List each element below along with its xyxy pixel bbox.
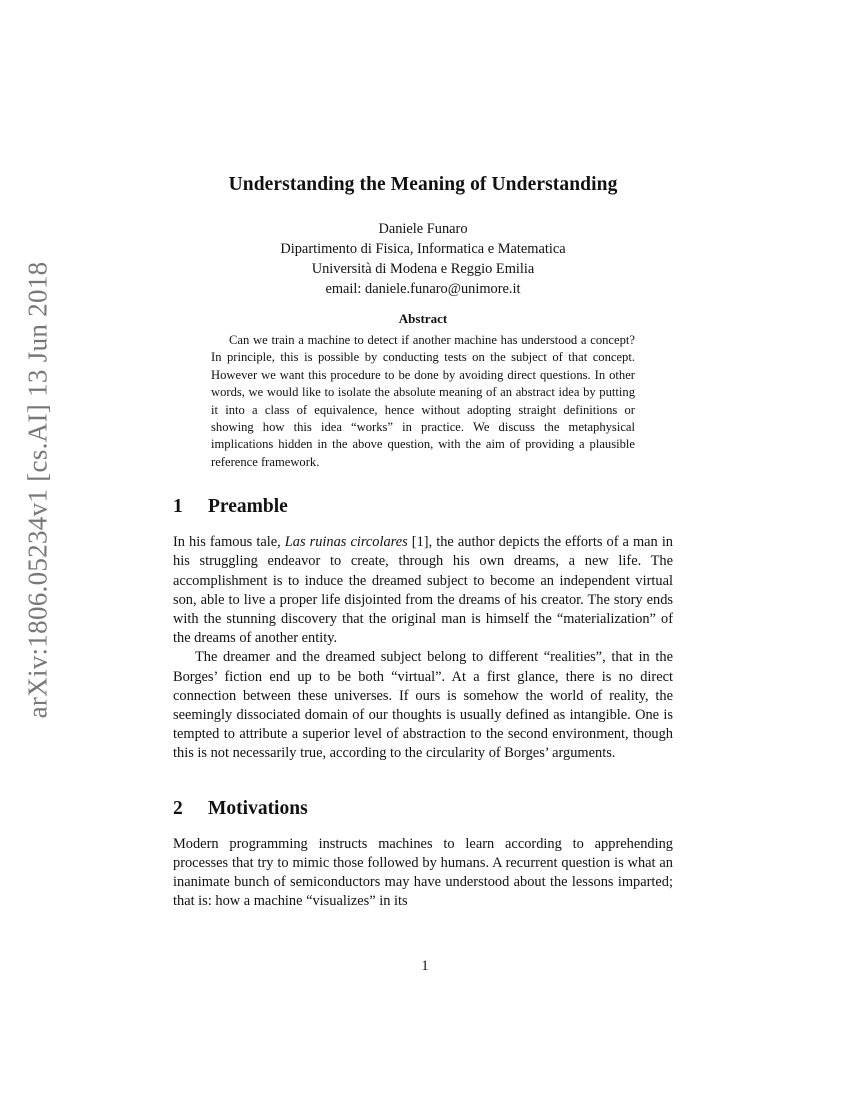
author-email: email: daniele.funaro@unimore.it <box>325 281 521 297</box>
affiliation-university: Università di Modena e Reggio Emilia <box>311 261 535 277</box>
affiliation-department: Dipartimento di Fisica, Informatica e Matematica <box>280 241 566 257</box>
page-number: 1 <box>421 958 429 974</box>
section-title: Preamble <box>208 496 288 518</box>
abstract-heading: Abstract <box>398 311 448 326</box>
arxiv-identifier-stamp: arXiv:1806.05234v1 [cs.AI] 13 Jun 2018 <box>22 261 53 719</box>
section-heading-preamble <box>173 496 673 518</box>
preamble-paragraph-1-rest: [1], the author depicts the efforts of a man in his struggling endeavor to create, through his own dreams, a new life. The accomplishment is to induce the dreamed subject to become an independent virtual son, able to live a proper life disjointed from the dreams of his creator. The story ends with the stunning discovery that the original man is himself the “materialization” of the dreams of another entity. <box>173 534 674 647</box>
preamble-paragraph-1 <box>173 533 673 648</box>
section-title: Motivations <box>208 797 308 819</box>
author-name: Daniele Funaro <box>378 221 468 237</box>
abstract-text: Can we train a machine to detect if another machine has understood a concept? In principle, this is possible by conducting tests on the subject of that concept. However we want this procedure to be done by avoiding direct questions. In other words, we would like to isolate the absolute meaning of an abstract idea by putting it into a class of equivalence, hence without adopting straight definitions or showing how this idea “works” in practice. We discuss the metaphysical implications hidden in the above question, with the aim of providing a plausible reference framework. <box>211 333 635 469</box>
preamble-paragraph-2: The dreamer and the dreamed subject belong to different “realities”, that in the Borges’ fiction end up to be both “virtual”. At a first glance, there is no direct connection between these universes. If ours is somehow the world of reality, the seemingly dissociated domain of our thoughts is usually defined as intangible. One is tempted to attribute a superior level of abstraction to the second environment, though this is not necessarily true, according to the circularity of Borges’ arguments. <box>173 649 673 762</box>
page-body <box>173 174 673 912</box>
section-number: 2 <box>173 797 183 819</box>
motivations-paragraph-1: Modern programming instructs machines to learn according to apprehending processes that try to mimic those followed by humans. A recurrent question is what an inanimate bunch of semiconductors may have understood about the lessons imparted; that is: how a machine “visualizes” in its <box>173 835 673 910</box>
section-heading-motivations <box>173 798 673 820</box>
preamble-paragraph-1-start: In his famous tale, <box>173 534 285 551</box>
cited-work-title: Las ruinas circolares <box>284 534 408 551</box>
section-number: 1 <box>173 496 183 518</box>
paper-title: Understanding the Meaning of Understanding <box>228 174 618 195</box>
author-block <box>173 219 673 299</box>
